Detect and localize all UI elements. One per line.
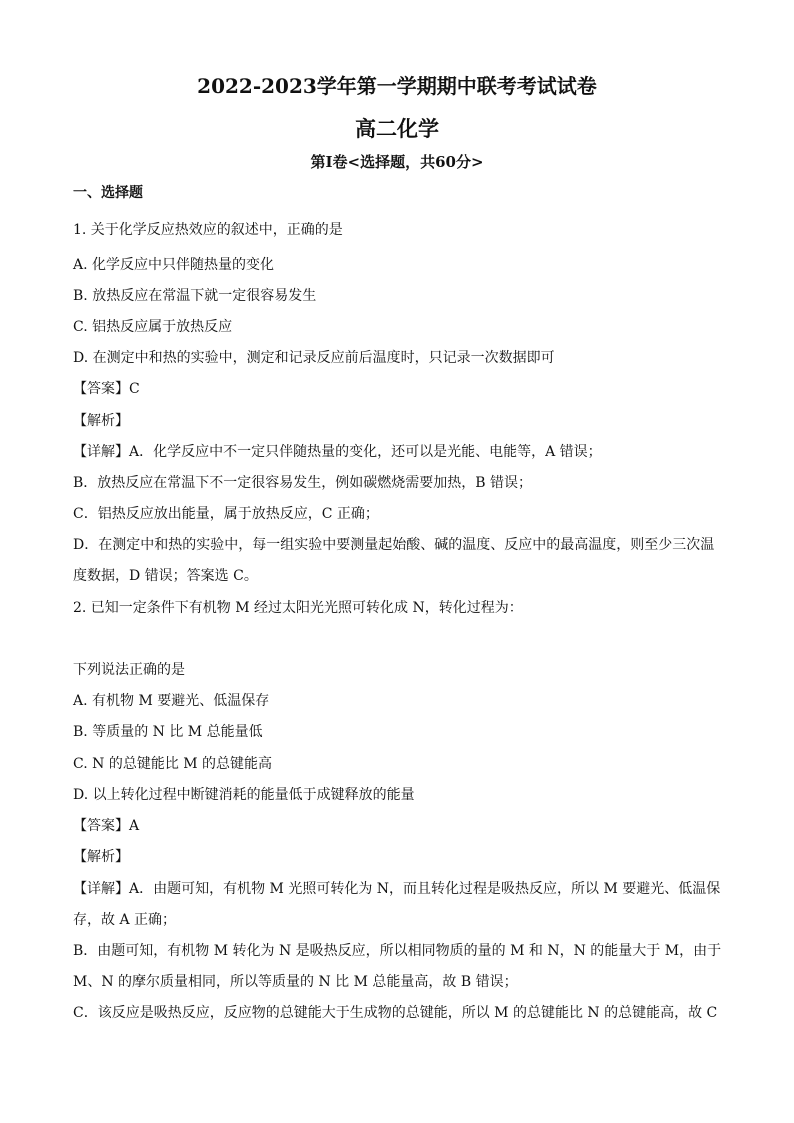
question-1-option-a: A. 化学反应中只伴随热量的变化 xyxy=(73,257,275,273)
question-1-stem: 1. 关于化学反应热效应的叙述中，正确的是 xyxy=(73,222,343,238)
question-2-answer: 【答案】A xyxy=(73,818,140,834)
question-1-detail-line: B．放热反应在常温下不一定很容易发生，例如碳燃烧需要加热，B 错误； xyxy=(73,475,533,491)
question-1-detail-line: 【详解】A．化学反应中不一定只伴随热量的变化，还可以是光能、电能等，A 错误； xyxy=(73,444,602,460)
question-2-detail-line: C．该反应是吸热反应，反应物的总键能大于生成物的总键能，所以 M 的总键能比 N 的总键能高，故 C xyxy=(73,1005,718,1021)
question-2-option-d: D. 以上转化过程中断键消耗的能量低于成键释放的能量 xyxy=(73,787,415,803)
question-2-option-a: A. 有机物 M 要避光、低温保存 xyxy=(73,693,270,709)
question-2-prompt: 下列说法正确的是 xyxy=(73,662,185,678)
question-2-stem: 2. 已知一定条件下有机物 M 经过太阳光光照可转化成 N，转化过程为： xyxy=(73,600,523,616)
question-1-detail-line: C．铝热反应放出能量，属于放热反应，C 正确； xyxy=(73,506,379,522)
question-1-detail-line: 度数据，D 错误；答案选 C。 xyxy=(73,568,258,584)
question-1-option-b: B. 放热反应在常温下就一定很容易发生 xyxy=(73,288,317,304)
question-2-detail-line: 存，故 A 正确； xyxy=(73,912,177,928)
question-1-option-c: C. 铝热反应属于放热反应 xyxy=(73,319,233,335)
subject-title: 高二化学 xyxy=(355,116,439,141)
question-1-option-d: D. 在测定中和热的实验中，测定和记录反应前后温度时，只记录一次数据即可 xyxy=(73,350,555,366)
question-2-analysis: 【解析】 xyxy=(73,849,129,865)
exam-title: 2022-2023学年第一学期期中联考考试试卷 xyxy=(197,74,597,98)
question-1-analysis: 【解析】 xyxy=(73,413,129,429)
reaction-diagram-area xyxy=(73,620,721,658)
question-2-detail-line: M、N 的摩尔质量相同，所以等质量的 N 比 M 总能量高，故 B 错误； xyxy=(73,974,518,990)
question-2-detail-line: B．由题可知，有机物 M 转化为 N 是吸热反应，所以相同物质的量的 M 和 N，N 的能量大于 M，由于 xyxy=(73,943,722,959)
section-heading: 一、选择题 xyxy=(73,185,143,201)
question-2-option-b: B. 等质量的 N 比 M 总能量低 xyxy=(73,724,263,740)
question-1-answer: 【答案】C xyxy=(73,381,140,397)
question-1-detail-line: D．在测定中和热的实验中，每一组实验中要测量起始酸、碱的温度、反应中的最高温度，则至少三次温 xyxy=(73,537,715,553)
question-2-option-c: C. N 的总键能比 M 的总键能高 xyxy=(73,756,273,772)
question-2-detail-line: 【详解】A．由题可知，有机物 M 光照可转化为 N，而且转化过程是吸热反应，所以 M 要避光、低温保 xyxy=(73,881,721,897)
volume-title: 第Ⅰ卷<选择题，共60分> xyxy=(310,153,484,171)
